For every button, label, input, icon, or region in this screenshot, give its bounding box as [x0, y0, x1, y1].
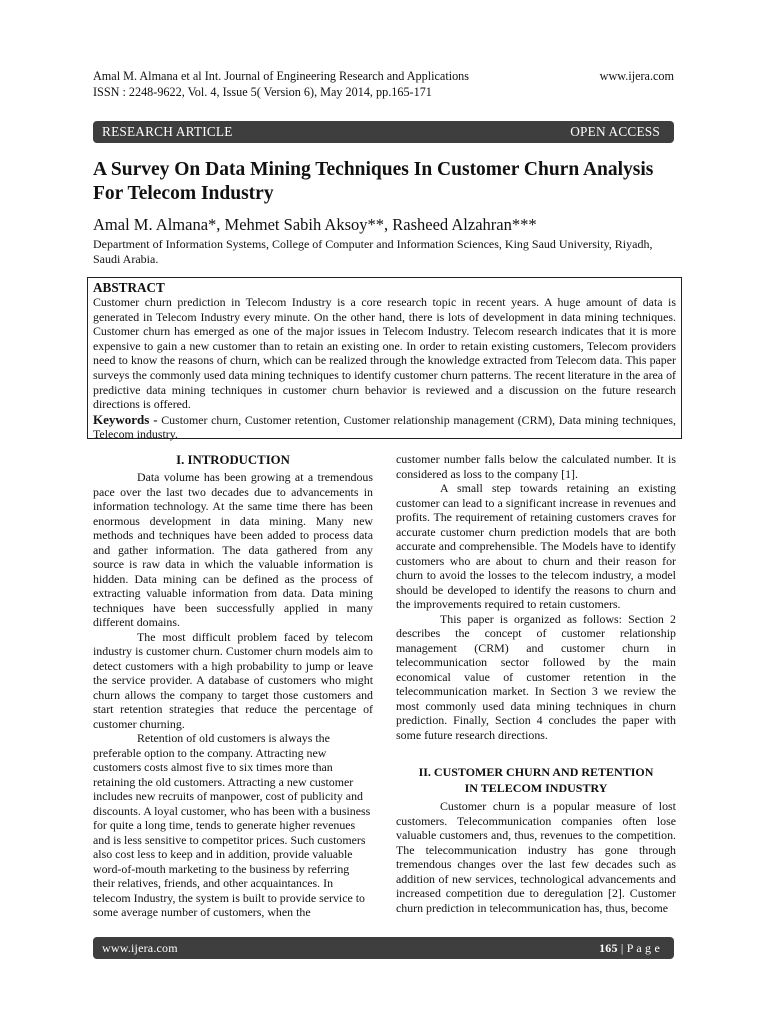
paragraph: Customer churn is a popular measure of lost customers. Telecommunication companies often lose valuable customers and, thus, revenues to the competition. The telecommunication industry has gone through tremendous changes over the last few decades such as addition of new services, technological advancements and increased competition due to deregulation [2]. Customer churn prediction in telecommunication has, thus, become — [396, 799, 676, 915]
page-footer — [93, 937, 674, 959]
left-column — [93, 452, 373, 920]
paragraph: customer number falls below the calculated number. It is considered as loss to the company [1]. — [396, 452, 676, 481]
paragraph: Data volume has been growing at a tremendous pace over the last two decades due to advancements in information technology. At the same time there has been enormous development in data mining. Many new methods and techniques have been added to process data and gather information. The data gathered from any source is raw data in which the valuable information is hidden. Data mining can be defined as the process of extracting valuable information from data. Data mining techniques have been successfully applied in many different domains. — [93, 470, 373, 629]
paper-title: A Survey On Data Mining Techniques In Customer Churn Analysis For Telecom Industry — [93, 159, 654, 204]
abstract-heading: ABSTRACT — [93, 280, 165, 295]
citation-line-2: ISSN : 2248-9622, Vol. 4, Issue 5( Version 6), May 2014, pp.165-171 — [93, 85, 432, 99]
page-label: | P a g e — [617, 940, 660, 955]
open-access-label: OPEN ACCESS — [570, 124, 660, 139]
section-heading-customer-churn — [396, 764, 676, 796]
section-heading-introduction: I. INTRODUCTION — [176, 453, 290, 467]
article-type-banner — [93, 121, 674, 143]
paper-authors: Amal M. Almana*, Mehmet Sabih Aksoy**, Rasheed Alzahran*** — [93, 215, 537, 234]
journal-website[interactable]: www.ijera.com — [599, 69, 674, 83]
citation-line-1: Amal M. Almana et al Int. Journal of Engineering Research and Applications — [93, 69, 470, 83]
page-number: 165 — [599, 940, 618, 955]
section-heading-line-1: II. CUSTOMER CHURN AND RETENTION — [418, 765, 654, 779]
paragraph: This paper is organized as follows: Section 2 describes the concept of customer relationship management (CRM) and customer churn in telecommunication sector followed by the main economical value of customer retention in the telecommunication market. In Section 3 we review the most commonly used data mining techniques in churn prediction. Finally, Section 4 concludes the paper with some future research directions. — [396, 611, 676, 742]
section-heading-line-2: IN TELECOM INDUSTRY — [464, 781, 608, 795]
research-article-label: RESEARCH ARTICLE — [102, 124, 233, 139]
right-column — [396, 452, 676, 915]
abstract-box — [87, 277, 682, 442]
page-number-block — [599, 941, 660, 956]
footer-website[interactable]: www.ijera.com — [102, 940, 178, 955]
paragraph: A small step towards retaining an existing customer can lead to a significant increase in revenues and profits. The requirement of retaining customers craves for accurate customer churn prediction models that are both accurate and comprehensible. The Models have to identify customers who are about to churn and their reason for churn to avoid the losses to the telecom industry, a model should be developed to identify the reasons to churn and the improvements required to retain customers. — [396, 481, 676, 611]
paragraph: Retention of old customers is always the preferable option to the company. Attracting new customers costs almost five to six times more than retaining the old customers. Attracting a new customer includes new recruits of manpower, cost of publicity and discounts. A loyal customer, who has been with a business for quite a long time, tends to generate higher revenues and is less sensitive to competitor prices. Such customers also cost less to keep and in addition, provide valuable word-of-mouth marketing to the business by referring their relatives, friends, and other acquaintances. In telecom Industry, the system is built to provide service to some average number of customers, when the — [93, 731, 371, 919]
abstract-text: Customer churn prediction in Telecom Industry is a core research topic in recent years. A huge amount of data is generated in Telecom Industry every minute. On the other hand, there is lots of development in data mining techniques. Customer churn has emerged as one of the major issues in Telecom Industry. Telecom research indicates that it is more expensive to gain a new customer than to retain an existing one. In order to retain existing customers, Telecom providers need to know the reasons of churn, which can be realized through the knowledge extracted from Telecom data. This paper surveys the commonly used data mining techniques to identify customer churn patterns. The recent literature in the area of predictive data mining techniques in customer churn behavior is reviewed and a discussion on the future research directions is offered. — [93, 295, 676, 412]
keywords-list: Customer churn, Customer retention, Customer relationship management (CRM), Data mining techniques, Telecom industry. — [93, 412, 676, 442]
keywords — [93, 413, 676, 442]
author-affiliation: Department of Information Systems, College of Computer and Information Sciences, King Saud University, Riyadh, Saudi Arabia. — [93, 237, 653, 266]
keywords-label: Keywords - — [93, 411, 158, 427]
journal-header — [93, 68, 674, 100]
paragraph: The most difficult problem faced by telecom industry is customer churn. Customer churn models aim to detect customers with a high probability to jump or leave the service provider. A database of customers who might churn allows the company to target those customers and start retention strategies that reduce the percentage of customer churning. — [93, 629, 373, 731]
